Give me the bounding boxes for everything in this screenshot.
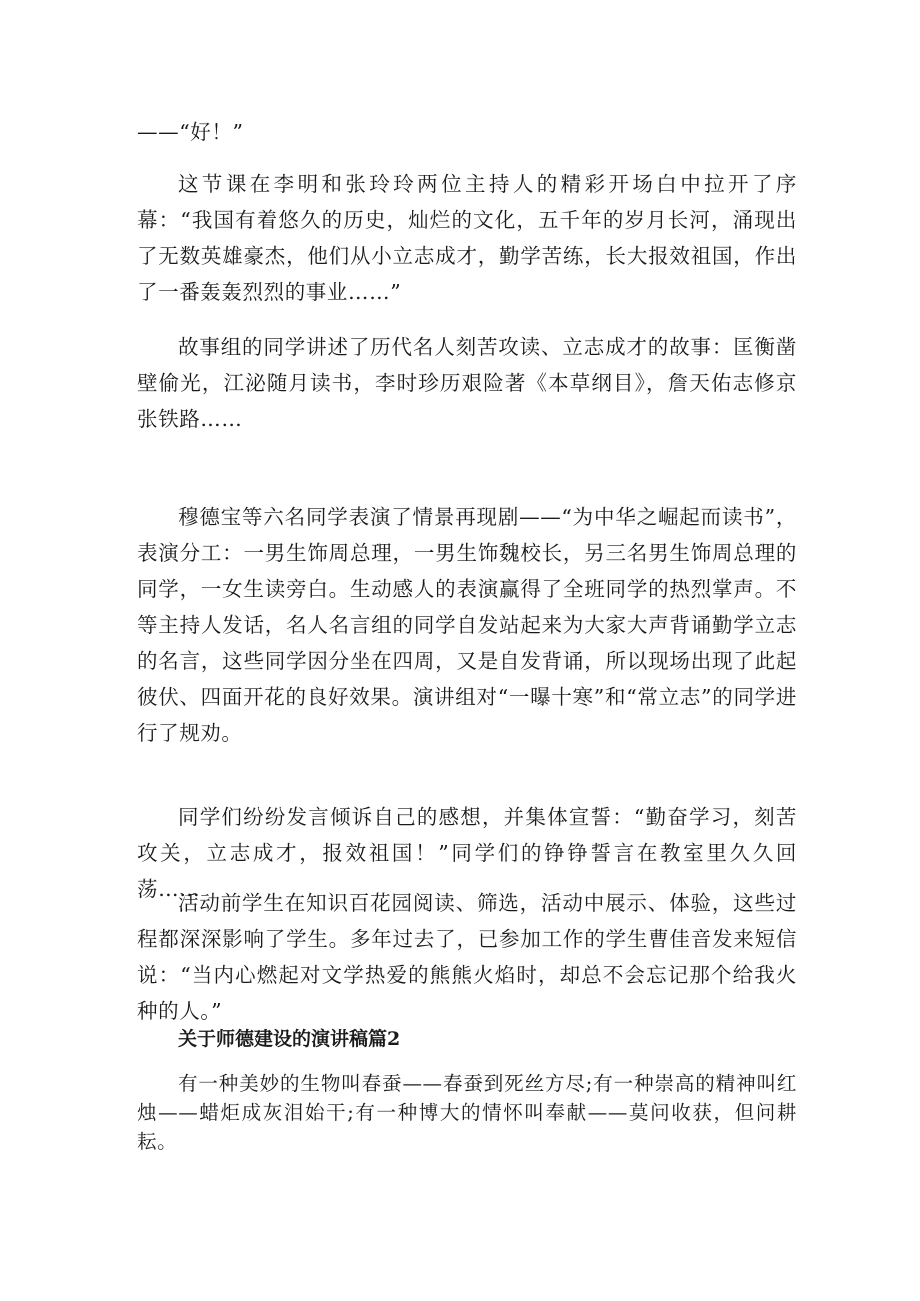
paragraph-opening-remarks: 这节课在李明和张玲玲两位主持人的精彩开场白中拉开了序幕：“我国有着悠久的历史，灿烂的文化，五千年的岁月长河，涌现出了无数英雄豪杰，他们从小立志成才，勤学苦练，长大报效祖国，作出了一番轰轰烈烈的事业……” [137,172,797,304]
paragraph-pledge: 同学们纷纷发言倾诉自己的感想，并集体宣誓：“勤奋学习，刻苦攻关，立志成才，报效祖国！”同学们的铮铮誓言在教室里久久回荡…… [137,805,797,901]
paragraph-dash-quote: ——“好！” [137,120,244,144]
paragraph-story-group: 故事组的同学讲述了历代名人刻苦攻读、立志成才的故事：匡衡凿壁偷光，江泌随月读书，李时珍历艰险著《本草纲目》，詹天佑志修京张铁路…… [137,335,797,431]
paragraph-activity-reflection: 活动前学生在知识百花园阅读、筛选，活动中展示、体验，这些过程都深深影响了学生。多年过去了，已参加工作的学生曹佳音发来短信说：“当内心燃起对文学热爱的熊熊火焰时，却总不会忘记那个给我火种的人。” [137,891,797,1023]
section-title: 关于师德建设的演讲稿篇2 [178,1028,401,1050]
paragraph-closing: 有一种美妙的生物叫春蚕——春蚕到死丝方尽;有一种崇高的精神叫红烛——蜡炬成灰泪始干;有一种博大的情怀叫奉献——莫问收获，但问耕耘。 [137,1072,797,1153]
paragraph-drama-performance: 穆德宝等六名同学表演了情景再现剧——“为中华之崛起而读书”，表演分工：一男生饰周总理，一男生饰魏校长，另三名男生饰周总理的同学，一女生读旁白。生动感人的表演赢得了全班同学的热烈掌声。不等主持人发话，名人名言组的同学自发站起来为大家大声背诵勤学立志的名言，这些同学因分坐在四周，又是自发背诵，所以现场出现了此起彼伏、四面开花的良好效果。演讲组对“一曝十寒”和“常立志”的同学进行了规劝。 [137,505,797,745]
